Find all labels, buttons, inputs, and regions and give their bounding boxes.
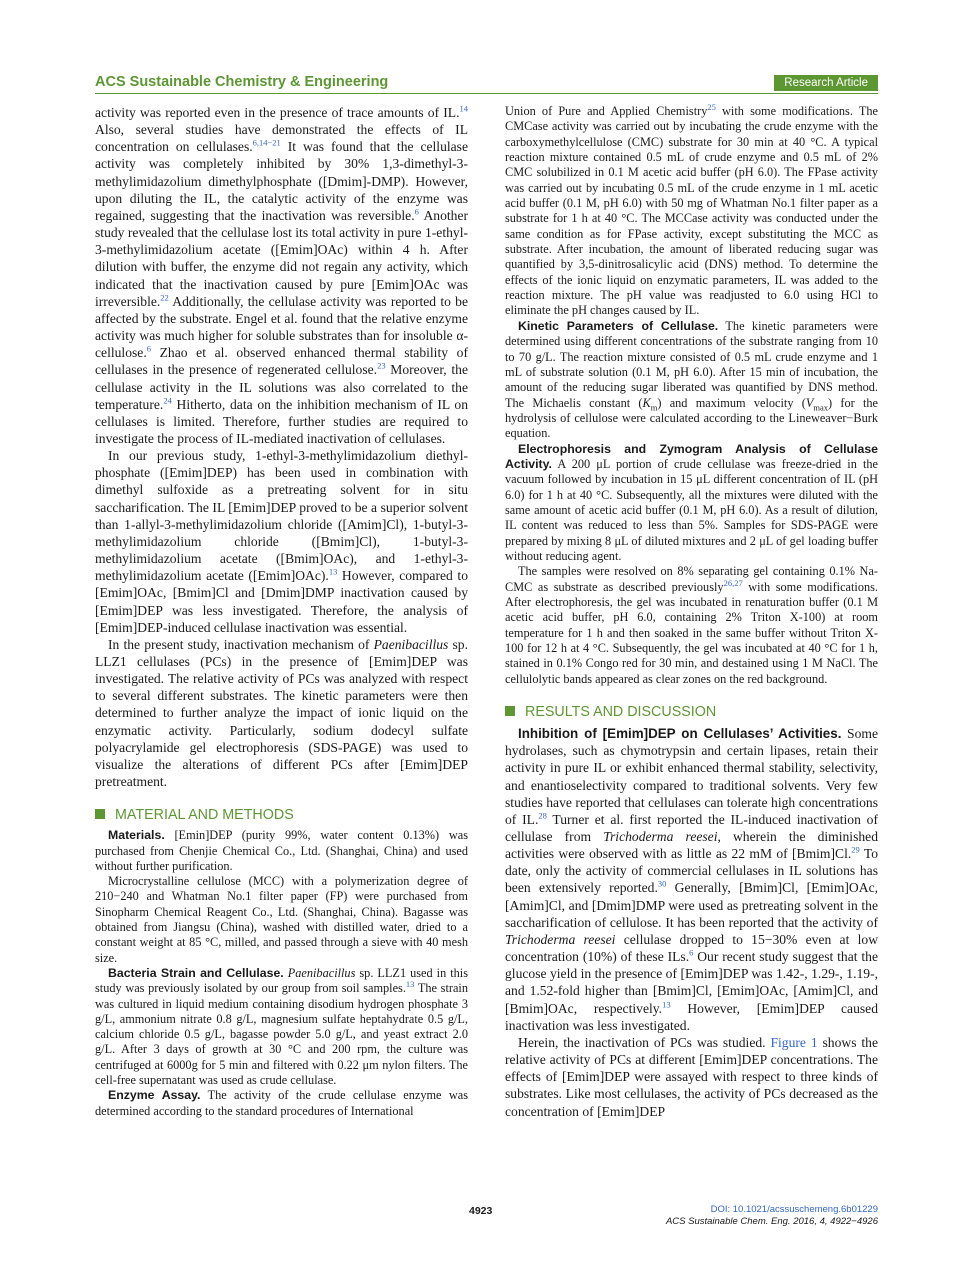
intro-paragraph-3: In the present study, inactivation mechanism of Paenibacillus sp. LLZ1 cellulases (PCs) in the presence of [Emim]DEP was investigated. The relative activity of PCs was analyzed with respect to several different substrates. The kinetic parameters were then determined to further analyze the impact of ionic liquid on the enzymatic activity. Particularly, sodium dodecyl sulfate polyacrylamide gel electrophoresis (SDS-PAGE) was used to visualize the alterations of different PCs after [Emim]DEP pretreatment. — [95, 636, 468, 790]
footer-citation — [666, 1204, 878, 1228]
ref-link[interactable]: 24 — [163, 395, 172, 406]
ref-link[interactable]: 6 — [146, 343, 151, 354]
bacteria-paragraph: Bacteria Strain and Cellulase. Paenibacillus sp. LLZ1 used in this study was previously isolated by our group from soil samples.$^{13}$ The strain was cultured in liquid medium containing disodium hydrogen phosphate 3 g/L, ammonium nitrate 0.8 g/L, magnesium sulfate heptahydrate 0.5 g/L, calcium chloride 0.5 g/L, bagasse powder 5.0 g/L, and yeast extract 2.0 g/L. After 3 days of growth at 30 °C and 200 rpm, the culture was centrifuged at 6000g for 5 min and filtered with 0.22 μm nylon filters. The cell-free supernatant was used as crude cellulase. — [95, 965, 468, 1087]
materials-paragraph: Materials. [Emin]DEP (purity 99%, water content 0.13%) was purchased from Chenjie Chemical Co., Ltd. (Shanghai, China) and used without further purification. — [95, 828, 468, 873]
ref-link[interactable]: 6,14−21 — [252, 137, 281, 148]
ref-link[interactable]: 30 — [657, 878, 667, 889]
page-number: 4923 — [469, 1205, 493, 1217]
intro-paragraph-2: In our previous study, 1-ethyl-3-methylimidazolium diethyl-phosphate ([Emim]DEP) has been used in combination with dimethyl sulfoxide as a pretreating solvent for in situ saccharification. The IL [Emim]DEP proved to be a superior solvent than 1-allyl-3-methylimidazolium chloride ([Amim]Cl), 1-butyl-3-methylimidazolium chloride ([Bmim]Cl), 1-butyl-3-methylimidazolium acetate ([Bmim]OAc), and 1-ethyl-3-methylimidazolium acetate ([Emim]OAc).$^{13}$ However, compared to [Emim]OAc, [Bmim]Cl and [Dmim]DMP inactivation caused by [Emim]DEP was less investigated. Therefore, the analysis of [Emim]DEP-induced cellulase inactivation was essential. — [95, 448, 468, 635]
intro-paragraph-1: activity was reported even in the presence of trace amounts of IL.$^{14}$ Also, several studies have demonstrated the effects of IL concentration on cellulases.$^{6,14-21}$ It was found that the cellulase activity was completely inhibited by 30% 1,3-dimethyl-3-methylimidazolium dimethylphosphate ([Dmim]-DMP). However, upon diluting the IL, the catalytic activity of the enzyme was regained, suggesting that the inactivation was reversible.$^6$ Another study revealed that the cellulase lost its total activity in pure 1-ethyl-3-methylimidazolium acetate ([Emim]OAc) within 4 h. After dilution with buffer, the enzyme did not regain any activity, which indicated that the inactivation caused by pure [Emim]OAc was irreversible.$^{22}$ Additionally, the cellulase activity was reported to be affected by the substrate. Engel et al. found that the relative enzyme activity was much higher for soluble substrates than for insoluble α-cellulose.$^6$ Zhao et al. observed enhanced thermal stability of cellulases in the presence of regenerated cellulose.$^{23}$ Moreover, the cellulase activity in the IL solutions was also correlated to the temperature.$^{24}$ Hitherto, data on the inhibition mechanism of IL on cellulases is limited. Therefore, further studies are required to investigate the process of IL-mediated inactivation of cellulases. — [95, 103, 468, 446]
ref-link[interactable]: 13 — [662, 999, 671, 1010]
electrophoresis-paragraph: Electrophoresis and Zymogram Analysis of Cellulase Activity. A 200 μL portion of crude cellulase was freeze-dried in the vacuum followed by incubation in 15 μL different concentration of IL (pH 6.0) for 1 h at 40 °C. Subsequently, all the mixtures were diluted with the same amount of acetic acid buffer (0.1 M, pH 6.0). As a result of dilution, IL content was reduced to less than 5%. Samples for SDS-PAGE were prepared by mixing 8 μL of diluted mixtures and 2 μL of gel loading buffer without reducing agent. — [505, 441, 878, 563]
journal-title: ACS Sustainable Chemistry & Engineering — [95, 74, 389, 90]
section-heading-methods: MATERIAL AND METHODS — [95, 806, 468, 824]
left-column — [95, 104, 468, 1119]
ref-link[interactable]: 13 — [328, 566, 338, 577]
header-rule — [95, 93, 878, 94]
article-type-badge: Research Article — [774, 75, 878, 91]
enzyme-assay-continued: Union of Pure and Applied Chemistry$^{25}$ with some modifications. The CMCase activity was carried out by incubating the crude enzyme with the carboxymethylcellulose (CMC) substrate for 30 min at 40 °C. A typical reaction mixture contained 0.5 mL of crude enzyme and 0.5 mL of 2% CMC solubilized in 0.1 M acetic acid buffer (pH 6.0). The FPase activity was carried out by incubating 0.5 mL of the crude enzyme in 1 mL acetic acid buffer (0.1 M, pH 6.0) with 50 mg of Whatman No.1 filter paper as a substrate for 1 h at 40 °C. The MCCase activity was conducted under the same condition as for FPase activity, except substituting the MCC as substrate. After incubation, the amount of liberated reducing sugar was quantified by 3,5-dinitrosalicylic acid (DNS) method. To determine the effects of the ionic liquid on enzymatic parameters, IL was added to the reaction mixture. The pH value was readjusted to 6.0 using HCl to eliminate the pH changes caused by IL. — [505, 101, 878, 318]
ref-link[interactable]: 25 — [707, 101, 716, 112]
section-square-icon — [505, 706, 515, 716]
herein-paragraph: Herein, the inactivation of PCs was studied. Figure 1 shows the relative activity of PCs at different [Emim]DEP concentrations. The effects of [Emim]DEP were assayed with respect to three kinds of substrates. Like most cellulases, the activity of PCs decreased as the concentration of [Emim]DEP — [505, 1034, 879, 1119]
ref-link[interactable]: 22 — [160, 292, 169, 303]
ref-link[interactable]: 13 — [405, 979, 415, 990]
journal-citation: ACS Sustainable Chem. Eng. 2016, 4, 4922−4926 — [665, 1216, 878, 1227]
mcc-paragraph: Microcrystalline cellulose (MCC) with a polymerization degree of 210−240 and Whatman No.1 filter paper (FP) were purchased from Sinopharm Chemical Reagent Co., Ltd. (Shanghai, China). Bagasse was obtained from Jiangsu (China), washed with distilled water, dried to a constant weight at 85 °C, milled, and passed through a sieve with 40 mesh size. — [95, 874, 468, 965]
ref-link[interactable]: 28 — [538, 810, 547, 821]
figure-1-link[interactable]: Figure 1 — [770, 1034, 818, 1050]
page-header — [95, 74, 878, 92]
ref-link[interactable]: 26,27 — [723, 577, 743, 588]
enzyme-assay-paragraph: Enzyme Assay. The activity of the crude cellulase enzyme was determined according to the standard procedures of International — [95, 1088, 468, 1118]
ref-link[interactable]: 6 — [414, 206, 419, 217]
gel-paragraph: The samples were resolved on 8% separating gel containing 0.1% Na-CMC as substrate as described previously$^{26,27}$ with some modifications. After electrophoresis, the gel was incubated in renaturation buffer (0.1 M acetic acid buffer, pH 6.0, containing 2% Triton X-100) at room temperature for 1 h and then soaked in the same buffer without Triton X-100 for 12 h at 4 °C. Subsequently, the gel was incubated at 40 °C for 1 h, stained in 0.1% Congo red for 30 min, and destained using 1 M NaCl. The cellulolytic bands appeared as clear zones on the red background. — [505, 564, 878, 686]
inhibition-paragraph: Inhibition of [Emim]DEP on Cellulases’ Activities. Some hydrolases, such as chymotrypsin and certain lipases, retain their activity in pure IL or exhibit enhanced thermal stability, selectivity, and enantioselectivity compared to traditional solvents. Very few studies have reported that cellulases can tolerate high concentrations of IL.$^{28}$ Turner et al. first reported the IL-induced inactivation of cellulase from Trichoderma reesei, wherein the diminished activities were observed with as little as 22 mM of [Bmim]Cl.$^{29}$ To date, only the activity of commercial cellulases in IL solutions has been extensively reported.$^{30}$ Generally, [Bmim]Cl, [Emim]OAc, [Amim]Cl, and [Dmim]DMP were used as pretreating solvent in the saccharification of cellulose. It has been reported that the activity of Trichoderma reesei cellulase dropped to 15−30% even at low concentration (10%) of these ILs.$^6$ Our recent study suggest that the glucose yield in the presence of [Emim]DEP was 1.42-, 1.29-, 1.19-, and 1.52-fold higher than [Bmim]Cl, [Emim]OAc, [Amim]Cl, and [Bmim]OAc, respectively.$^{13}$ However, [Emim]DEP caused inactivation was less investigated. — [505, 726, 879, 1033]
section-heading-results: RESULTS AND DISCUSSION — [505, 703, 878, 721]
right-column — [505, 101, 879, 1120]
kinetic-paragraph: Kinetic Parameters of Cellulase. The kinetic parameters were determined using different concentrations of the substrate ranging from 10 to 70 g/L. The reaction mixture consisted of 0.5 mL crude enzyme and 1 mL of substrate solution (0.1 M, pH 6.0). After 15 min of incubation, the amount of the reducing sugar liberated was quantified by DNS method. The Michaelis constant $(K_m)$ and maximum velocity $(V_{max})$ for the hydrolysis of cellulose were calculated according to the Lineweaver−Burk equation. — [505, 318, 879, 441]
ref-link[interactable]: 6 — [689, 947, 694, 958]
ref-link[interactable]: 23 — [377, 360, 386, 371]
doi-link[interactable]: DOI: 10.1021/acssuschemeng.6b01229 — [710, 1204, 878, 1215]
ref-link[interactable]: 14 — [459, 103, 468, 114]
section-square-icon — [95, 809, 105, 819]
ref-link[interactable]: 29 — [851, 844, 860, 855]
